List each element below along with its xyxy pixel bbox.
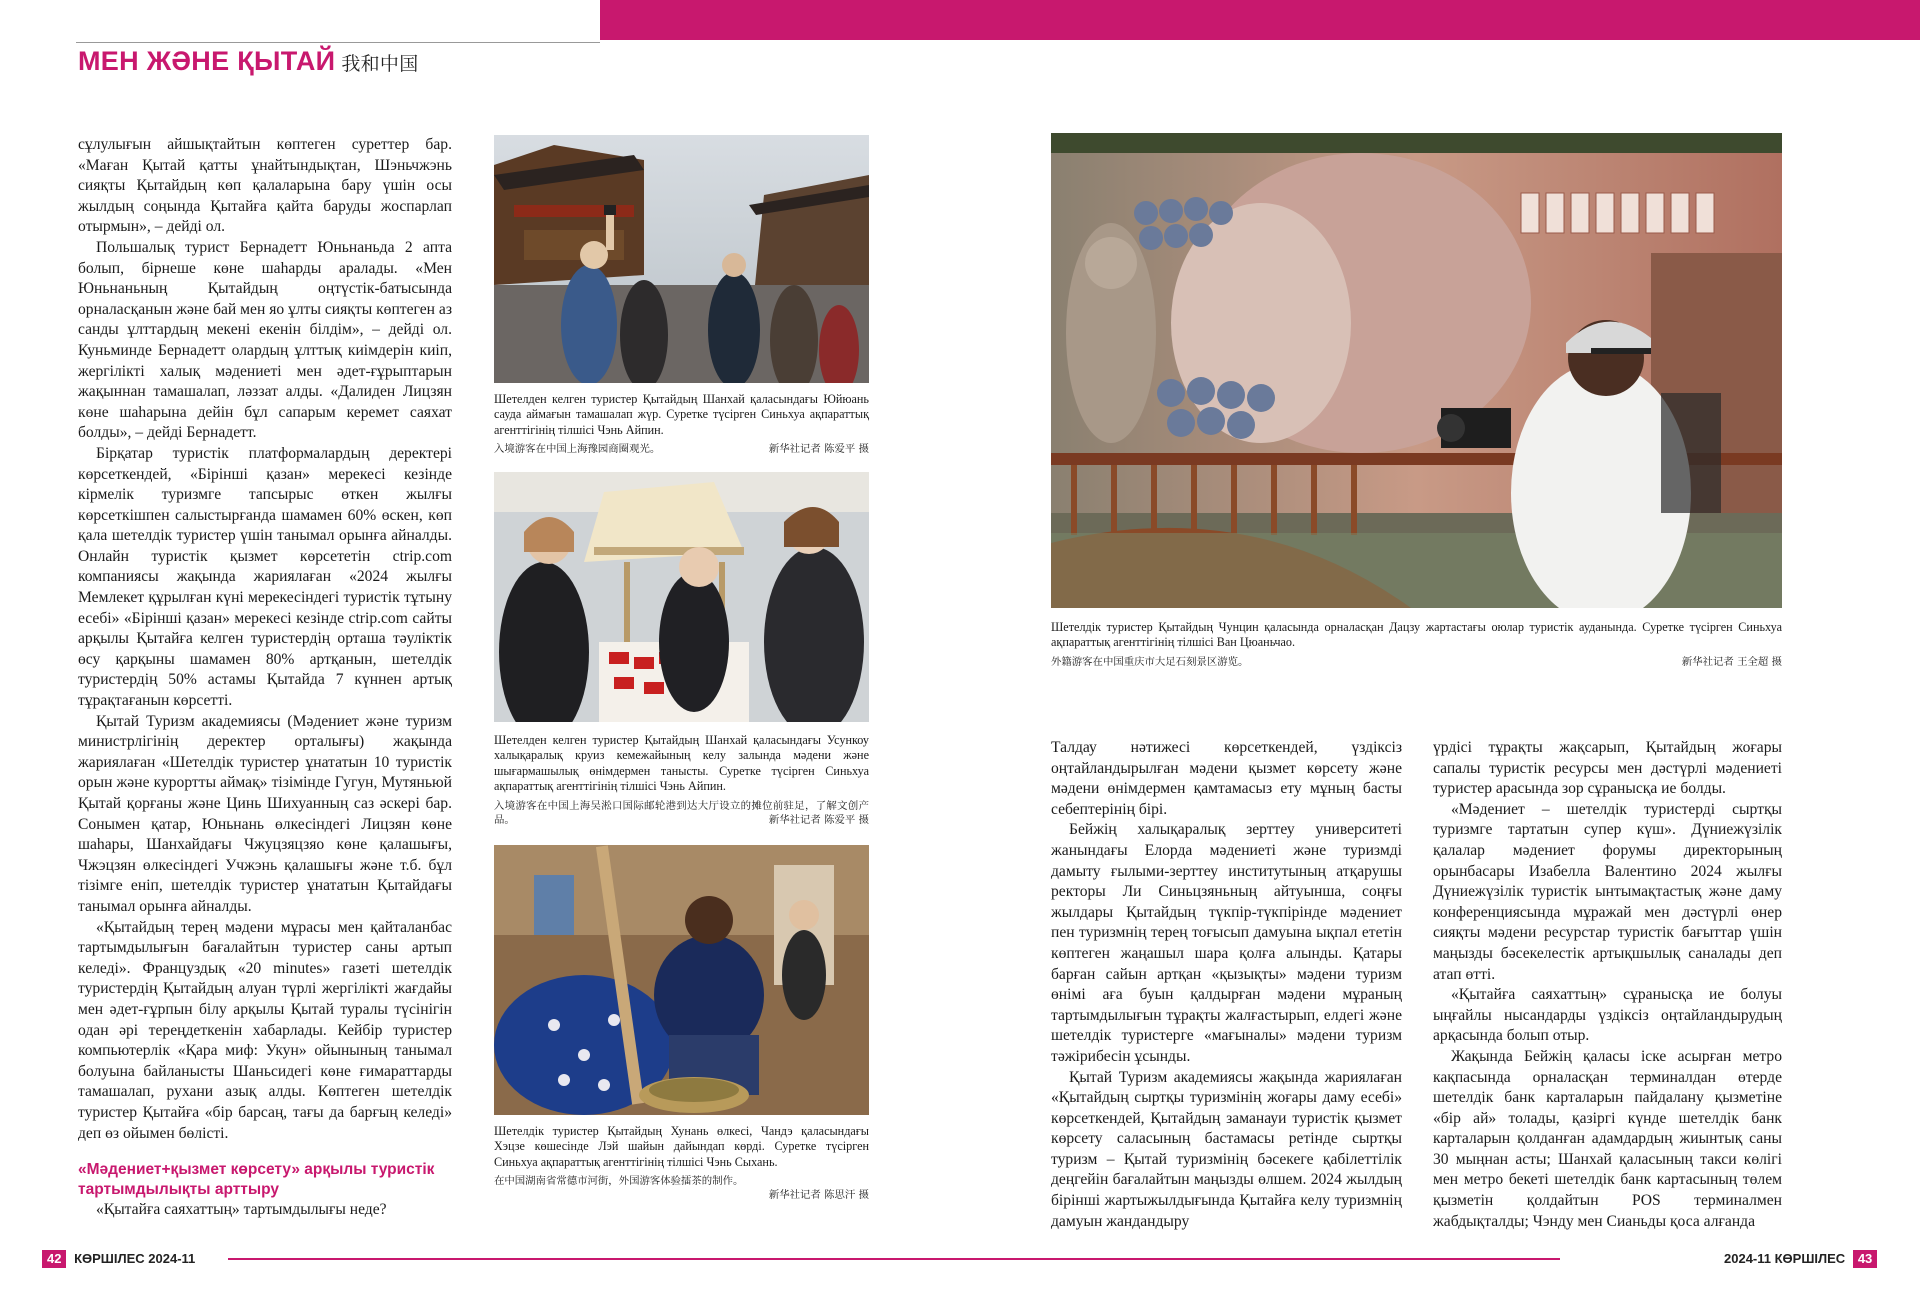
- footer-line-left: [228, 1258, 1560, 1260]
- paragraph: «Мәдениет – шетелдік туристерді сыртқы туризмге тартатын супер күш». Дүниежүзілік қалалар мәдениет форумы директорының орынбасары Изабелла Валентино 2024 жылғы Дүниежүзілік туристік ынтымақтастық және даму конференциясында мұражай мен дәстүрлі өнер сияқты мәдени ресурстар туристік бағыттар үшін маңызды бәсекелестік артықшылық саналады деп атап өтті.: [1433, 800, 1782, 983]
- photo-hunan-tea-image: [494, 845, 869, 1115]
- paragraph: «Қытайдың терең мәдени мұрасы мен қайталанбас тартымдылығын бағалайтын туристер саны артып келеді». Француздық «20 minutes» газеті шетелдік туристердің Қытайдың алуан түрлі жергілікті жағдайы мен әдет-ғұрпын білу арқылы Қытай туралы түсінігін одан әрі тереңдеткенін хабарлады. Кейбір туристер компьютерлік «Қара миф: Укун» ойынының танымал болуына байланысты Шаньсидегі көне ғимараттарды тамашалап, рухани азық алды. Көптеген шетелдік туристер Қытайға «бір барсаң, тағы да барғың келеді» деп өз ойымен бөлісті.: [78, 918, 452, 1142]
- section-title-cn: 我和中国: [341, 53, 419, 75]
- caption-text-kz: Шетелдік туристер Қытайдың Хунань өлкесі, Чандэ қаласындағы Хэцзе көшесінде Лэй шайын дайындап көрді. Суретке түсірген Синьхуа ақпараттық агенттігінің тілшісі Чэнь Сыхань.: [494, 1124, 869, 1169]
- caption-text-kz: Шетелден келген туристер Қытайдың Шанхай қаласындағы Усункоу халықаралық круиз кемежайының келу залында мәдени және шығармашылық өнімдермен танысты. Суретке түсірген Синьхуа ақпараттық агенттігінің тілшісі Чэнь Айпин.: [494, 733, 869, 794]
- caption-text-cn: 在中国湖南省常德市河街，外国游客体验擂茶的制作。: [494, 1175, 744, 1188]
- photo-shanghai-cruise-image: [494, 472, 869, 722]
- paragraph: сұлулығын айшықтайтын көптеген суреттер бар. «Маған Қытай қатты ұнайтындықтан, Шэньчжэнь сияқты Қытайдың көп қалаларына бару үшін осы жылдың соңында Қытайға қайта баруды жоспарлап отырмын», – дейді ол.: [78, 136, 452, 236]
- photo-dazu-rock: [1051, 133, 1782, 608]
- footer-label-left: КӨРШІЛЕС 2024-11: [74, 1251, 196, 1266]
- photo-credit: 新华社记者 陈爱平 摄: [768, 813, 869, 826]
- paragraph: Жақында Бейжің қаласы іске асырған метро кақпасында орналасқан терминалдан өтерде шетелдік банк карталарын пайдалану қызметіне «бір ай» толады, қазіргі күнде шетелдік банк карталарын қолданған адамдардың жиынтық саны 30 мыңнан асты; Шанхай қаласының такси көлігі мен метро бекеті шетелдік банк картасының төлем қызметін қолдайтын POS терминалмен жабдықталды; Чэнду мен Сианьды қоса алғанда: [1433, 1047, 1782, 1230]
- photo-credit: 新华社记者 陈思汗 摄: [768, 1189, 869, 1202]
- caption-text-kz: Шетелден келген туристер Қытайдың Шанхай қаласындағы Юйюань сауда аймағын тамашалап жүр. Суретке түсірген Синьхуа ақпараттық агенттігінің тілшісі Чэнь Айпин.: [494, 392, 869, 437]
- footer-label-right: 2024-11 КӨРШІЛЕС: [1724, 1251, 1846, 1266]
- header-accent-bar: [600, 0, 1920, 40]
- paragraph: «Қытайға саяхаттың» сұранысқа ие болуы ыңғайлы нысандарды үздіксіз оңтайландырудың арқасында болып отыр.: [1433, 986, 1782, 1045]
- paragraph: «Қытайға саяхаттың» тартымдылығы неде?: [96, 1201, 387, 1219]
- photo-shanghai-garden: [494, 135, 869, 383]
- subheading: «Мәдениет+қызмет көрсету» арқылы туристік тартымдылықты арттыру: [78, 1161, 435, 1199]
- middle-text-column: [1051, 738, 1402, 1232]
- left-text-column: [78, 135, 452, 1221]
- paragraph: Қытай Туризм академиясы жақында жариялаған «Қытайдың сыртқы туризмінің жоғары даму есебі» көрсеткендей, Қытайдың заманауи туристік қызмет көрсету саласының бастамасы ретінде сыртқы туризм – Қытай туризмінің бәсекеге қабілеттілік деңгейін бағалайтын маңызды өлшем. 2024 жылдың бірінші жартыжылдығында Қытайға келу туризмнің дамуын жандандыру: [1051, 1068, 1402, 1230]
- photo-hunan-tea: [494, 845, 869, 1115]
- footer-left: [42, 1250, 203, 1268]
- header-rule: [76, 42, 600, 43]
- caption-dazu-rock: [1051, 620, 1782, 669]
- section-title-kz: МЕН ЖӘНЕ ҚЫТАЙ: [78, 46, 336, 76]
- footer-right: [1716, 1250, 1877, 1268]
- caption-cn-row: [1051, 655, 1782, 669]
- page-number-right: 43: [1853, 1250, 1877, 1268]
- photo-shanghai-cruise: [494, 472, 869, 722]
- caption-cn-row: [494, 442, 869, 456]
- caption-text-cn: 入境游客在中国上海吴淞口国际邮轮港到达大厅设立的摊位前驻足，了解文创产品。: [494, 799, 869, 826]
- photo-credit: 新华社记者 王全超 摄: [1681, 655, 1782, 668]
- caption-text-kz: Шетелдік туристер Қытайдың Чунцин қаласында орналасқан Дацзу жартастағы оюлар туристік ауданында. Суретке түсірген Синьхуа ақпараттық агенттігінің тілшісі Ван Цюаньчао.: [1051, 620, 1782, 650]
- paragraph: Талдау нәтижесі көрсеткендей, үздіксіз оңтайландырылған мәдени қызмет көрсету және мәдени өнімдермен қамтамасыз ету мұның басты себептерінің бірі.: [1051, 739, 1402, 818]
- caption-text-cn: 入境游客在中国上海豫园商圈观光。: [494, 443, 661, 456]
- caption-text-cn: 外籍游客在中国重庆市大足石刻景区游览。: [1051, 655, 1249, 668]
- paragraph: Бірқатар туристік платформалардың деректері көрсеткендей, «Бірінші қазан» мерекесі кезінде кірмелік туризмге тапсырыс өткен жылғы көрсеткішпен салыстырғанда шамамен 60% өскен, көп қала шетелдік туристер үшін танымал орынға айналды. Онлайн туристік қызмет көрсететін ctrip.com компаниясы жақында жариялаған «2024 жылғы Мемлекет құрылған күні мерекесіндегі туристік тұтыну есебі» «Бірінші қазан» мерекесі кезінде ctrip.com сайты арқылы Қытайға келген туристердің орташа тәуліктік өсу қарқыны шамамен 80% артқанын, шетелдік туристердің 50% астамы Қытайда 7 күннен артық тұрақтағанын көрсетті.: [78, 444, 452, 710]
- page-number-left: 42: [42, 1250, 66, 1268]
- photo-dazu-rock-image: [1051, 133, 1782, 608]
- caption-shanghai-cruise: [494, 733, 869, 827]
- paragraph: Бейжің халықаралық зерттеу университеті жанындағы Елорда мәдениеті және туризмді дамыту ғылыми-зерттеу институтының атқарушы ректоры Ли Синьцзяньның айтуынша, соңғы жылдары Қытайдың түкпір-түкпірінде мәдениет пен туризмнің терең тоғысып дамуына ықпал ететін көптеген жаңашыл шара қолға алынды. Қатары барған сайын артқан «қызықты» мәдени туризм өнімі аға буын қалдырған мәдени мұраның тартымдылығын тұрақты жалғастырып, елдегі және шетелдік туристерге «мағыналы» мәдени туризм тәжірибесін ұсынды.: [1051, 821, 1402, 1065]
- photo-shanghai-garden-image: [494, 135, 869, 383]
- right-text-column: [1433, 738, 1782, 1232]
- caption-shanghai-garden: [494, 392, 869, 456]
- section-title: [78, 46, 419, 77]
- paragraph: үрдісі тұрақты жақсарып, Қытайдың жоғары сапалы туристік ресурсы мен дәстүрлі мәдениеті туристер арасында зор сұранысқа ие болды.: [1433, 739, 1782, 798]
- paragraph: Польшалық турист Бернадетт Юньнаньда 2 апта болып, бірнеше көне шаһарды аралады. «Мен Юньнаньның Қытайдың оңтүстік-батысында орналасқанын және бай мен яо ұлты сияқты көптеген аз санды ұлттардың мекені екенін білдім», – дейді ол. Куньминде Бернадетт олардың ұлттық киімдерін киіп, жергілікті халық мәдениеті мен әдет-ғұрыптарын жақыннан тамашалап, ләззат алды. «Далиден Лицзян көне шаһарына дейін бұл сапарым керемет саяхат болды», – дейді Бернадетт.: [78, 238, 452, 442]
- photo-credit: 新华社记者 陈爱平 摄: [768, 443, 869, 456]
- caption-hunan-tea: [494, 1124, 869, 1202]
- paragraph: Қытай Туризм академиясы (Мәдениет және туризм министрлігінің деректер орталығы) жақында жариялаған «Шетелдік туристер ұнататын 10 туристік орын және курортты аймақ» тізімінде Гугун, Мутяньюй Қытай қорғаны және Цинь Шихуанның саз әскері бар. Сонымен қатар, Юньнань өлкесіндегі Лицзян көне шаһары, Шанхайдағы Чжуцзяцзяо көне қалашығы, Чжэцзян өлкесіндегі Учжэнь қалашығы және т.б. бұл тізімге еніп, шетелдік туристер ұнататын Қытайдағы танымал орынға айналды.: [78, 712, 452, 915]
